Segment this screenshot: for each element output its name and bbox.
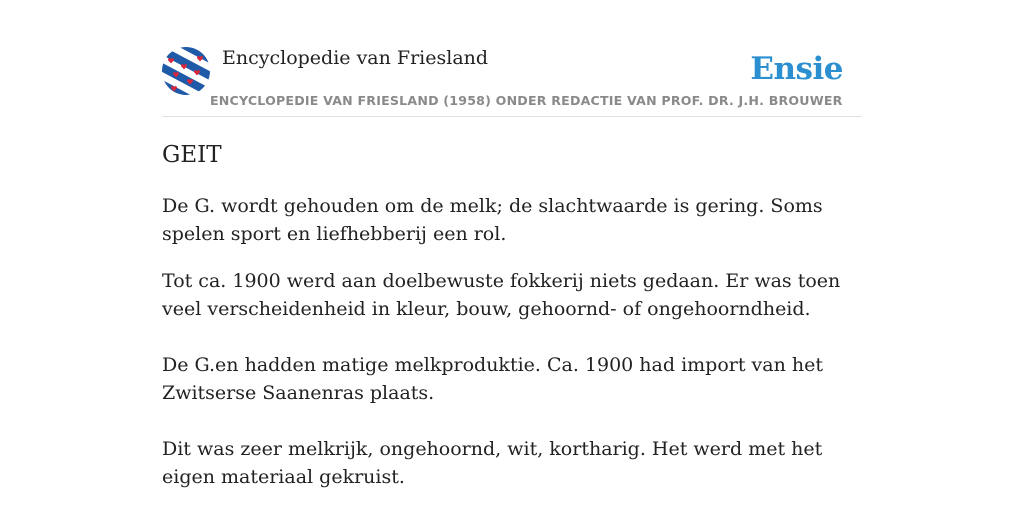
article [162,137,862,491]
brand-logo[interactable]: Ensie [750,51,843,87]
site-header [162,46,862,117]
site-title[interactable]: Encyclopedie van Friesland [222,47,489,69]
site-subtitle: ENCYCLOPEDIE VAN FRIESLAND (1958) ONDER REDACTIE VAN PROF. DR. J.H. BROUWER [210,93,843,108]
article-paragraph: De G.en hadden matige melkproduktie. Ca. 1900 had import van het Zwitserse Saanenras plaats. [162,354,823,404]
page-title: GEIT [162,142,222,168]
article-paragraph: Tot ca. 1900 werd aan doelbewuste fokkerij niets gedaan. Er was toen veel verscheidenheid in kleur, bouw, gehoornd- of ongehoorndheid. [162,270,841,320]
article-paragraph: Dit was zeer melkrijk, ongehoornd, wit, kortharig. Het werd met het eigen materiaal gekruist. [162,438,823,488]
frisian-flag-icon[interactable] [162,47,210,95]
article-paragraph: De G. wordt gehouden om de melk; de slachtwaarde is gering. Soms spelen sport en liefhebberij een rol. [162,195,823,245]
